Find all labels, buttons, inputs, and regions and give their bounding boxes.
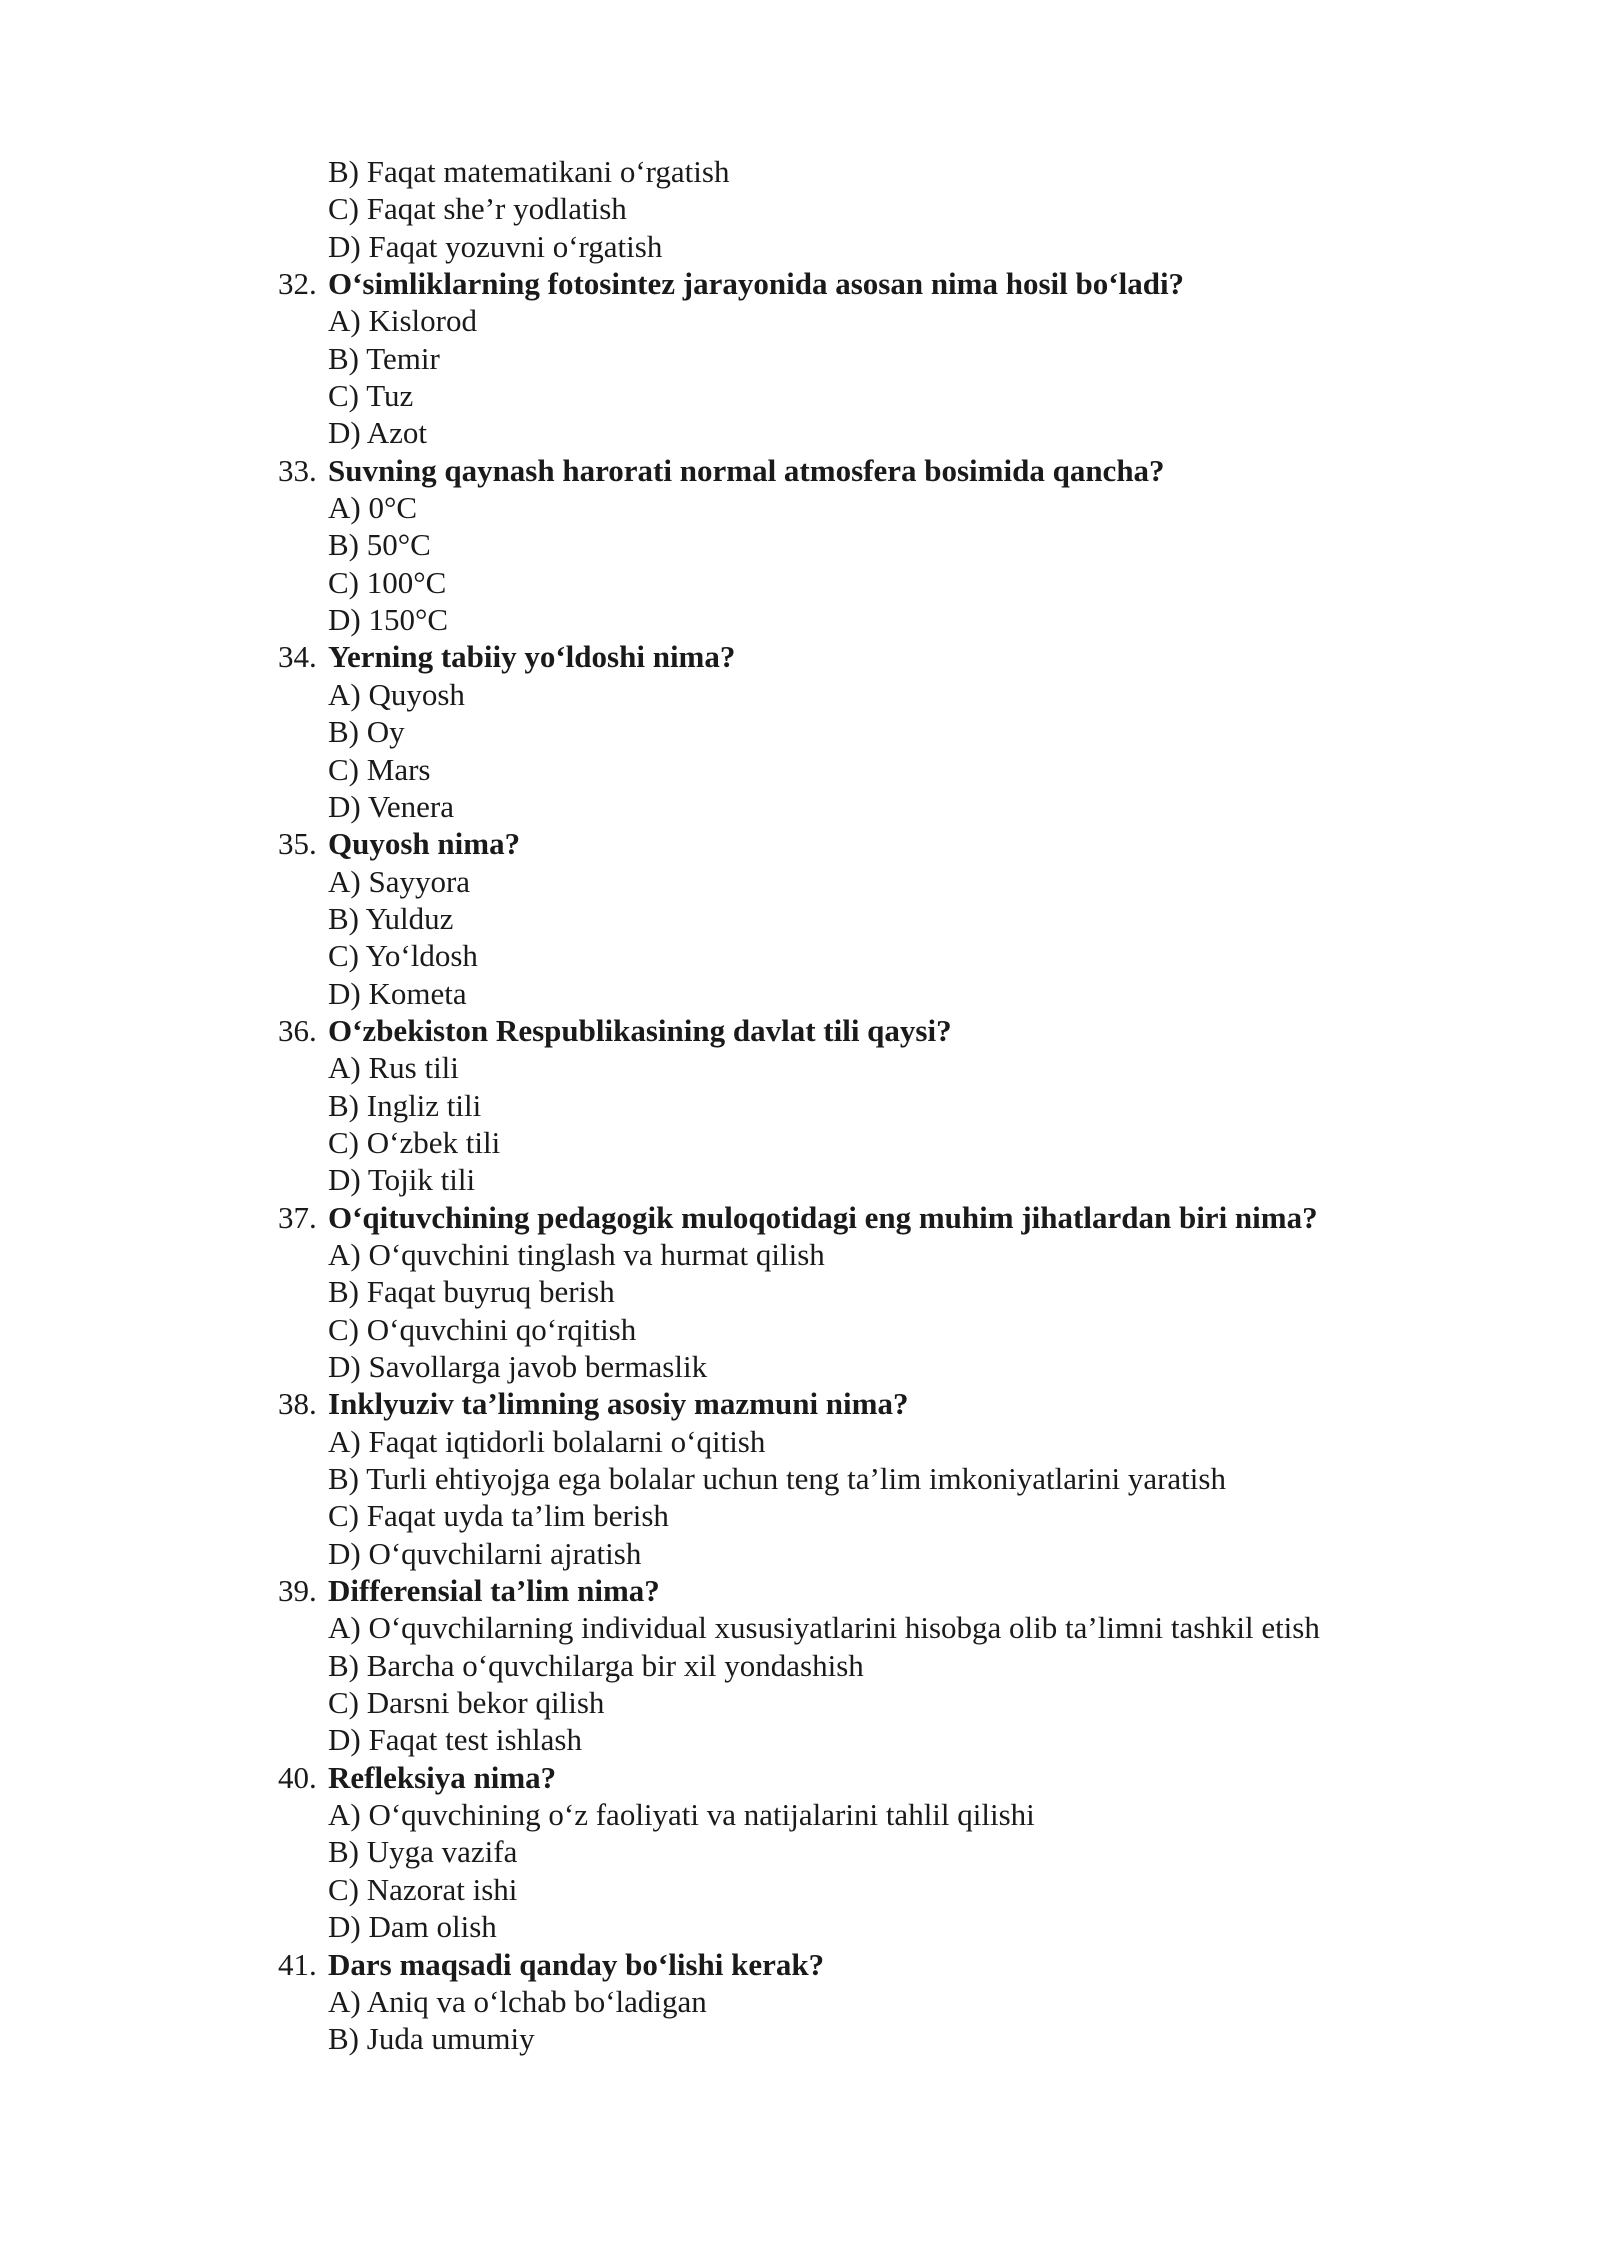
option-line: D) Dam olish <box>328 1909 497 1945</box>
question-number: 35. <box>278 826 317 862</box>
question-number: 41. <box>278 1946 317 1982</box>
option-line: D) Faqat yozuvni o‘rgatish <box>328 228 663 264</box>
option-line: B) Turli ehtiyojga ega bolalar uchun teng ta’lim imkoniyatlarini yaratish <box>328 1461 1226 1497</box>
question-number: 40. <box>278 1759 317 1795</box>
option-line: A) Aniq va o‘lchab bo‘ladigan <box>328 1983 707 2019</box>
option-line: D) Savollarga javob bermaslik <box>328 1349 708 1384</box>
option-line: C) Darsni bekor qilish <box>328 1685 605 1721</box>
option-line: A) Sayyora <box>328 863 471 899</box>
option-line: B) Barcha o‘quvchilarga bir xil yondashish <box>328 1647 864 1683</box>
question-39 <box>278 1572 1478 1609</box>
option-line: B) Ingliz tili <box>328 1087 482 1123</box>
question-list <box>278 153 1478 2058</box>
question-35 <box>278 825 1478 862</box>
option-line: C) Faqat uyda ta’lim berish <box>328 1498 669 1534</box>
option-line: D) Azot <box>328 415 428 451</box>
option-line: B) Faqat buyruq berish <box>328 1274 615 1310</box>
question-number: 32. <box>278 266 317 302</box>
question-41 <box>278 1946 1478 1983</box>
question-text: Suvning qaynash harorati normal atmosfera bosimida qancha? <box>328 452 1165 488</box>
question-number: 34. <box>278 639 317 675</box>
question-text: Refleksiya nima? <box>328 1759 557 1795</box>
question-text: Quyosh nima? <box>328 826 521 862</box>
option-line: A) O‘quvchining o‘z faoliyati va natijalarini tahlil qilishi <box>328 1797 1035 1833</box>
option-line: D) Kometa <box>328 975 467 1011</box>
option-line: B) Juda umumiy <box>328 2021 535 2057</box>
question-text: Yerning tabiiy yo‘ldoshi nima? <box>328 639 736 675</box>
question-34 <box>278 638 1478 675</box>
option-line: D) O‘quvchilarni ajratish <box>328 1535 642 1571</box>
option-line: C) O‘zbek tili <box>328 1124 501 1160</box>
question-number: 36. <box>278 1012 317 1048</box>
option-line: A) O‘quvchini tinglash va hurmat qilish <box>328 1236 825 1272</box>
question-36 <box>278 1012 1478 1049</box>
question-text: O‘qituvchining pedagogik muloqotidagi eng muhim jihatlardan biri nima? <box>328 1199 1318 1235</box>
question-number: 39. <box>278 1573 317 1609</box>
option-line: A) Quyosh <box>328 676 465 712</box>
option-line: B) 50°C <box>328 527 431 563</box>
option-line: B) Oy <box>328 714 405 750</box>
question-text: O‘zbekiston Respublikasining davlat tili qaysi? <box>328 1012 952 1048</box>
option-line: C) Mars <box>328 751 431 787</box>
option-line: C) O‘quvchini qo‘rqitish <box>328 1311 637 1347</box>
question-number: 38. <box>278 1386 317 1422</box>
question-33 <box>278 452 1478 489</box>
option-line: C) Yo‘ldosh <box>328 938 478 974</box>
option-line: A) Faqat iqtidorli bolalarni o‘qitish <box>328 1423 766 1459</box>
question-text: Differensial ta’lim nima? <box>328 1573 660 1609</box>
option-line: C) 100°C <box>328 564 447 600</box>
question-number: 37. <box>278 1199 317 1235</box>
option-line: A) Rus tili <box>328 1050 459 1086</box>
option-line: D) Venera <box>328 788 454 824</box>
question-40 <box>278 1759 1478 1796</box>
option-line: A) 0°C <box>328 490 418 526</box>
option-line: A) Kislorod <box>328 303 477 339</box>
option-line: D) 150°C <box>328 602 449 638</box>
option-line: D) Faqat test ishlash <box>328 1722 582 1758</box>
question-38 <box>278 1385 1478 1422</box>
option-line: A) O‘quvchilarning individual xususiyatlarini hisobga olib ta’limni tashkil etish <box>328 1610 1320 1646</box>
option-line: B) Faqat matematikani o‘rgatish <box>328 154 730 189</box>
question-text: Dars maqsadi qanday bo‘lishi kerak? <box>328 1946 825 1982</box>
option-line: B) Temir <box>328 340 440 376</box>
question-text: Inklyuziv ta’limning asosiy mazmuni nima? <box>328 1386 909 1422</box>
question-32 <box>278 265 1478 302</box>
question-37 <box>278 1199 1478 1236</box>
option-line: B) Uyga vazifa <box>328 1834 518 1870</box>
option-line: C) Nazorat ishi <box>328 1871 518 1907</box>
option-line: C) Tuz <box>328 378 414 414</box>
question-text: O‘simliklarning fotosintez jarayonida asosan nima hosil bo‘ladi? <box>328 266 1185 302</box>
option-line: C) Faqat she’r yodlatish <box>328 191 627 227</box>
option-line: B) Yulduz <box>328 900 454 936</box>
option-line: D) Tojik tili <box>328 1162 476 1198</box>
question-number: 33. <box>278 452 317 488</box>
